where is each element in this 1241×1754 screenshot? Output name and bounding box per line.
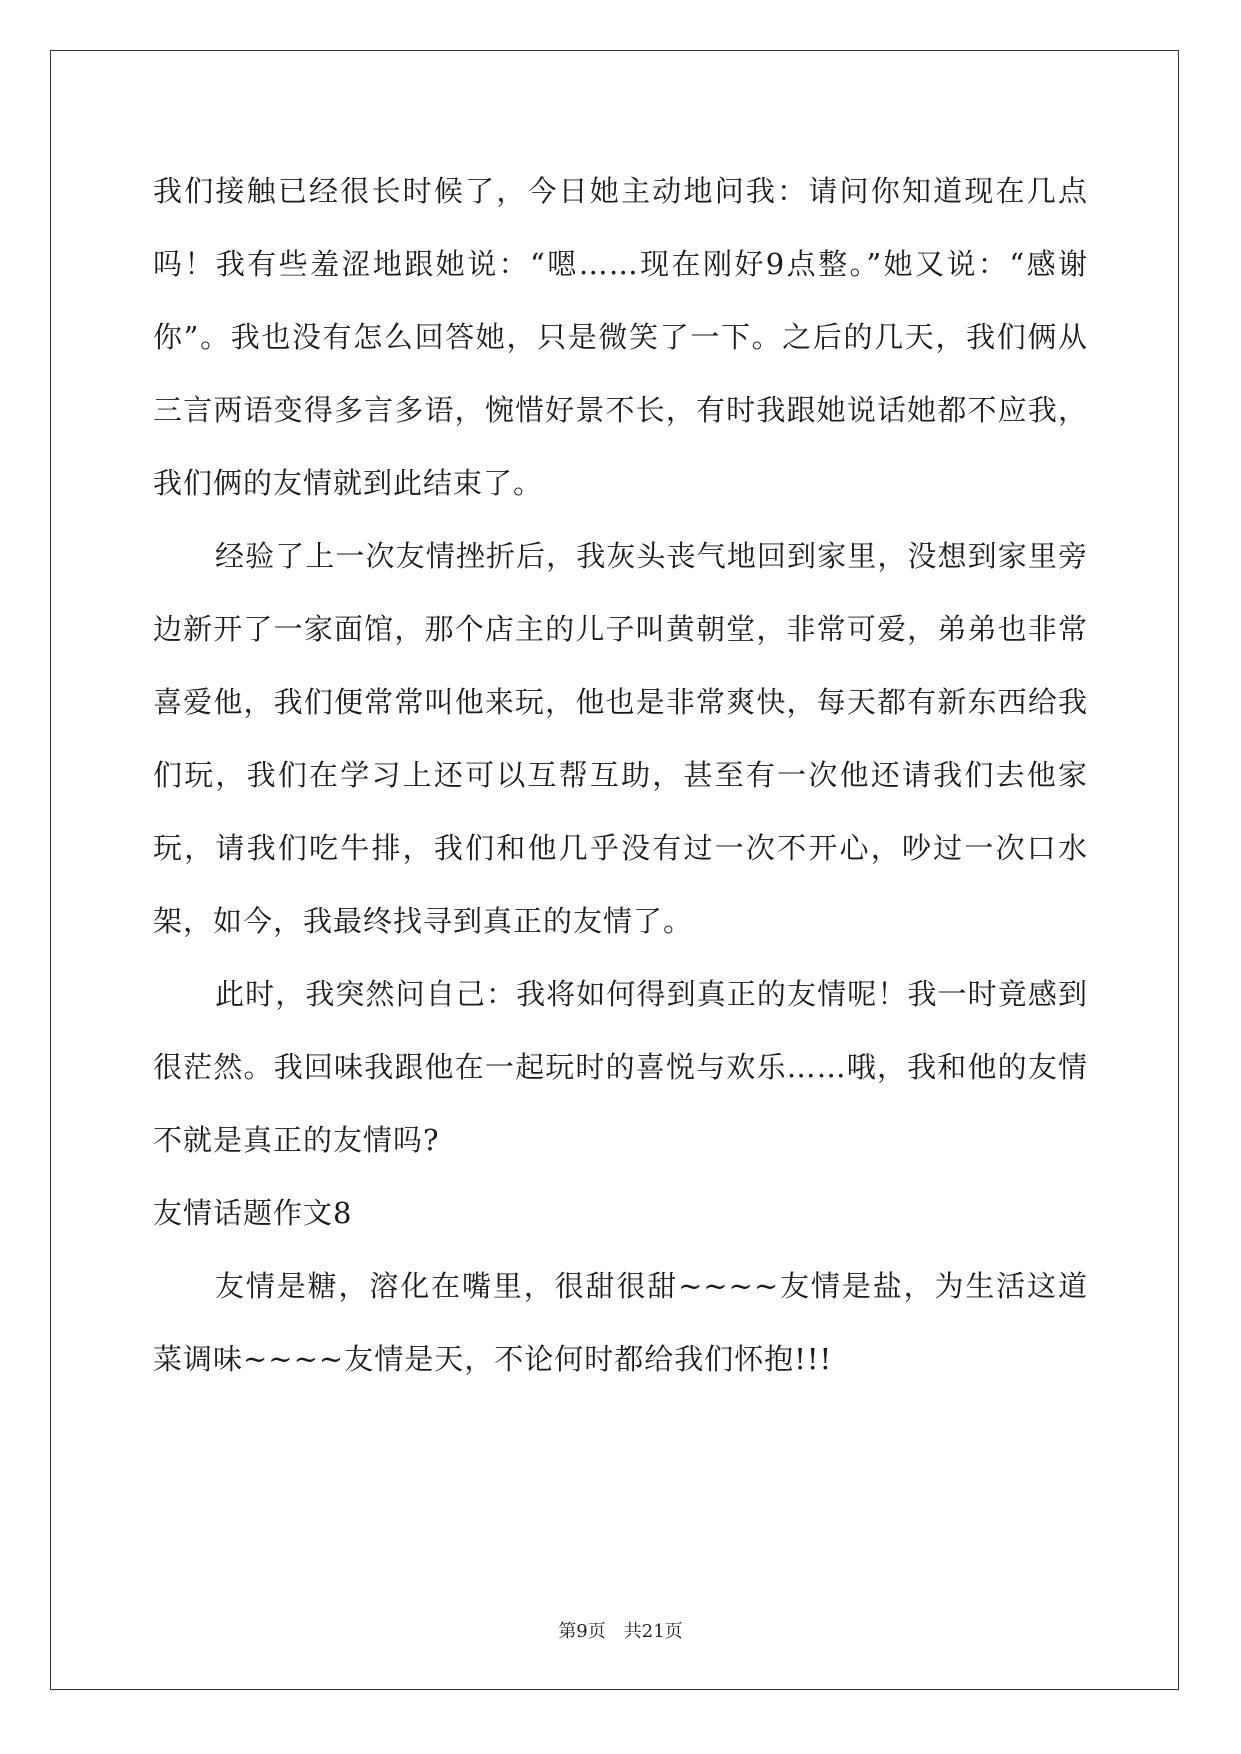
document-body (153, 155, 1088, 1396)
paragraph-4: 友情是糖，溶化在嘴里，很甜很甜~~~~友情是盐，为生活这道菜调味~~~~友情是天，不论何时都给我们怀抱!!! (153, 1269, 1088, 1376)
section-heading: 友情话题作文8 (153, 1196, 353, 1230)
paragraph-2: 经验了上一次友情挫折后，我灰头丧气地回到家里，没想到家里旁边新开了一家面馆，那个店主的儿子叫黄朝堂，非常可爱，弟弟也非常喜爱他，我们便常常叫他来玩，他也是非常爽快，每天都有新东西给我们玩，我们在学习上还可以互帮互助，甚至有一次他还请我们去他家玩，请我们吃牛排，我们和他几乎没有过一次不开心，吵过一次口水架，如今，我最终找寻到真正的友情了。 (153, 539, 1088, 938)
page-number: 第9页 共21页 (558, 1621, 683, 1642)
paragraph-1: 我们接触已经很长时候了，今日她主动地问我：请问你知道现在几点吗！我有些羞涩地跟她说：“嗯……现在刚好9点整。”她又说：“感谢你”。我也没有怎么回答她，只是微笑了一下。之后的几天，我们俩从三言两语变得多言多语，惋惜好景不长，有时我跟她说话她都不应我，我们俩的友情就到此结束了。 (153, 174, 1088, 500)
paragraph-3: 此时，我突然问自己：我将如何得到真正的友情呢！我一时竟感到很茫然。我回味我跟他在一起玩时的喜悦与欢乐……哦，我和他的友情不就是真正的友情吗? (153, 977, 1088, 1157)
